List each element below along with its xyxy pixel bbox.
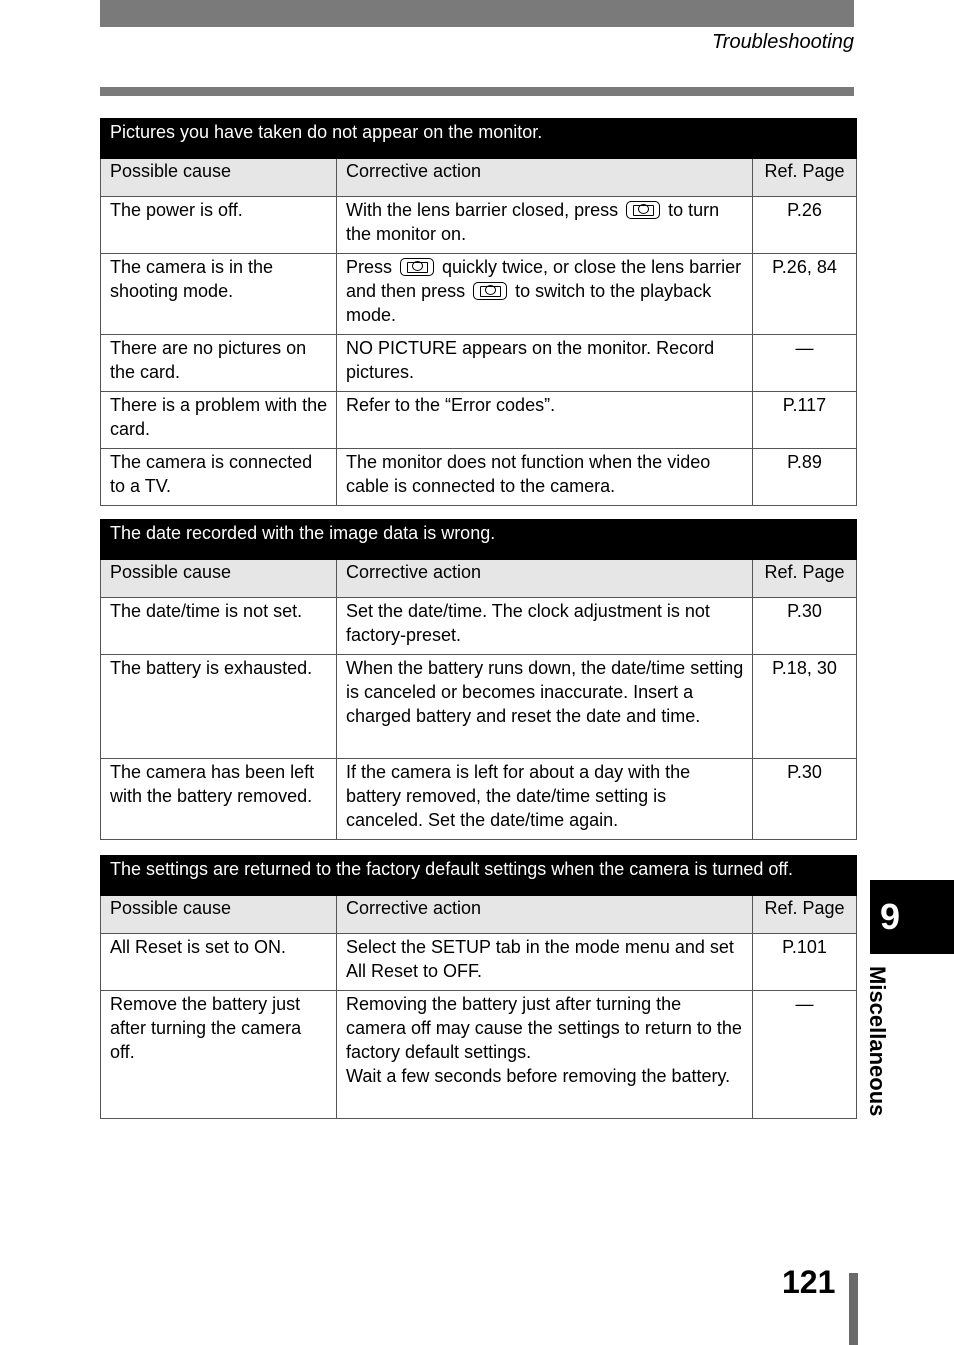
ref-cell: P.26, 84 [753, 254, 857, 335]
cause-cell: There are no pictures on the card. [101, 335, 337, 392]
troubleshooting-table-date [100, 519, 857, 840]
monitor-button-icon [400, 258, 434, 276]
action-cell: When the battery runs down, the date/time setting is canceled or becomes inaccurate. Insert a charged battery and reset the date and time. [337, 655, 753, 759]
troubleshooting-table-settings [100, 855, 857, 1119]
ref-cell: P.18, 30 [753, 655, 857, 759]
ref-cell: — [753, 991, 857, 1119]
cause-cell: The camera has been left with the battery removed. [101, 759, 337, 840]
cause-cell: The camera is in the shooting mode. [101, 254, 337, 335]
table-row [101, 759, 857, 840]
monitor-button-icon [626, 201, 660, 219]
action-cell: Refer to the “Error codes”. [337, 392, 753, 449]
cause-cell: The power is off. [101, 197, 337, 254]
section-title: Troubleshooting [712, 31, 854, 53]
header-bar [100, 0, 854, 27]
column-header-cause: Possible cause [101, 159, 337, 197]
table-row [101, 934, 857, 991]
action-text: to turn the monitor on. [346, 200, 720, 244]
ref-cell: P.30 [753, 598, 857, 655]
table-row [101, 655, 857, 759]
column-header-cause: Possible cause [101, 560, 337, 598]
page-number: 121 [782, 1264, 836, 1300]
cause-cell: There is a problem with the card. [101, 392, 337, 449]
table-row [101, 392, 857, 449]
ref-cell: P.101 [753, 934, 857, 991]
cause-cell: The date/time is not set. [101, 598, 337, 655]
action-line: Wait a few seconds before removing the battery. [346, 1066, 731, 1086]
table-row [101, 991, 857, 1119]
column-header-ref: Ref. Page [753, 159, 857, 197]
action-line: Removing the battery just after turning the camera off may cause the settings to return to the factory default settings. [346, 994, 742, 1062]
column-header-action: Corrective action [337, 560, 753, 598]
table-title: Pictures you have taken do not appear on the monitor. [101, 119, 857, 159]
page-number-bar [849, 1273, 858, 1345]
action-cell [337, 197, 753, 254]
action-cell [337, 991, 753, 1119]
action-text: quickly twice, or close the lens barrier and then press [346, 257, 742, 301]
troubleshooting-table-pictures [100, 118, 857, 506]
table-row [101, 598, 857, 655]
ref-cell: P.117 [753, 392, 857, 449]
action-text: Press [346, 257, 393, 277]
cause-cell: The camera is connected to a TV. [101, 449, 337, 506]
table-row [101, 335, 857, 392]
cause-cell: All Reset is set to ON. [101, 934, 337, 991]
monitor-button-icon [473, 282, 507, 300]
cause-cell: Remove the battery just after turning the camera off. [101, 991, 337, 1119]
table-title: The settings are returned to the factory default settings when the camera is turned off. [101, 856, 857, 896]
action-cell: Select the SETUP tab in the mode menu and set All Reset to OFF. [337, 934, 753, 991]
column-header-cause: Possible cause [101, 896, 337, 934]
ref-cell: P.30 [753, 759, 857, 840]
table-row [101, 254, 857, 335]
ref-cell: P.26 [753, 197, 857, 254]
action-cell: If the camera is left for about a day with the battery removed, the date/time setting is canceled. Set the date/time again. [337, 759, 753, 840]
chapter-label: Miscellaneous [865, 966, 890, 1117]
chapter-label-container [865, 958, 910, 1148]
action-cell: Set the date/time. The clock adjustment is not factory-preset. [337, 598, 753, 655]
ref-cell: P.89 [753, 449, 857, 506]
header-rule [100, 87, 854, 96]
action-cell: The monitor does not function when the video cable is connected to the camera. [337, 449, 753, 506]
table-row [101, 197, 857, 254]
action-cell: NO PICTURE appears on the monitor. Record pictures. [337, 335, 753, 392]
column-header-action: Corrective action [337, 159, 753, 197]
action-text: With the lens barrier closed, press [346, 200, 619, 220]
ref-cell: — [753, 335, 857, 392]
column-header-action: Corrective action [337, 896, 753, 934]
chapter-number: 9 [880, 896, 901, 937]
action-text: to switch to the playback mode. [346, 281, 712, 325]
table-row [101, 449, 857, 506]
column-header-ref: Ref. Page [753, 560, 857, 598]
chapter-tab [870, 880, 954, 954]
cause-cell: The battery is exhausted. [101, 655, 337, 759]
action-cell [337, 254, 753, 335]
table-title: The date recorded with the image data is wrong. [101, 520, 857, 560]
column-header-ref: Ref. Page [753, 896, 857, 934]
